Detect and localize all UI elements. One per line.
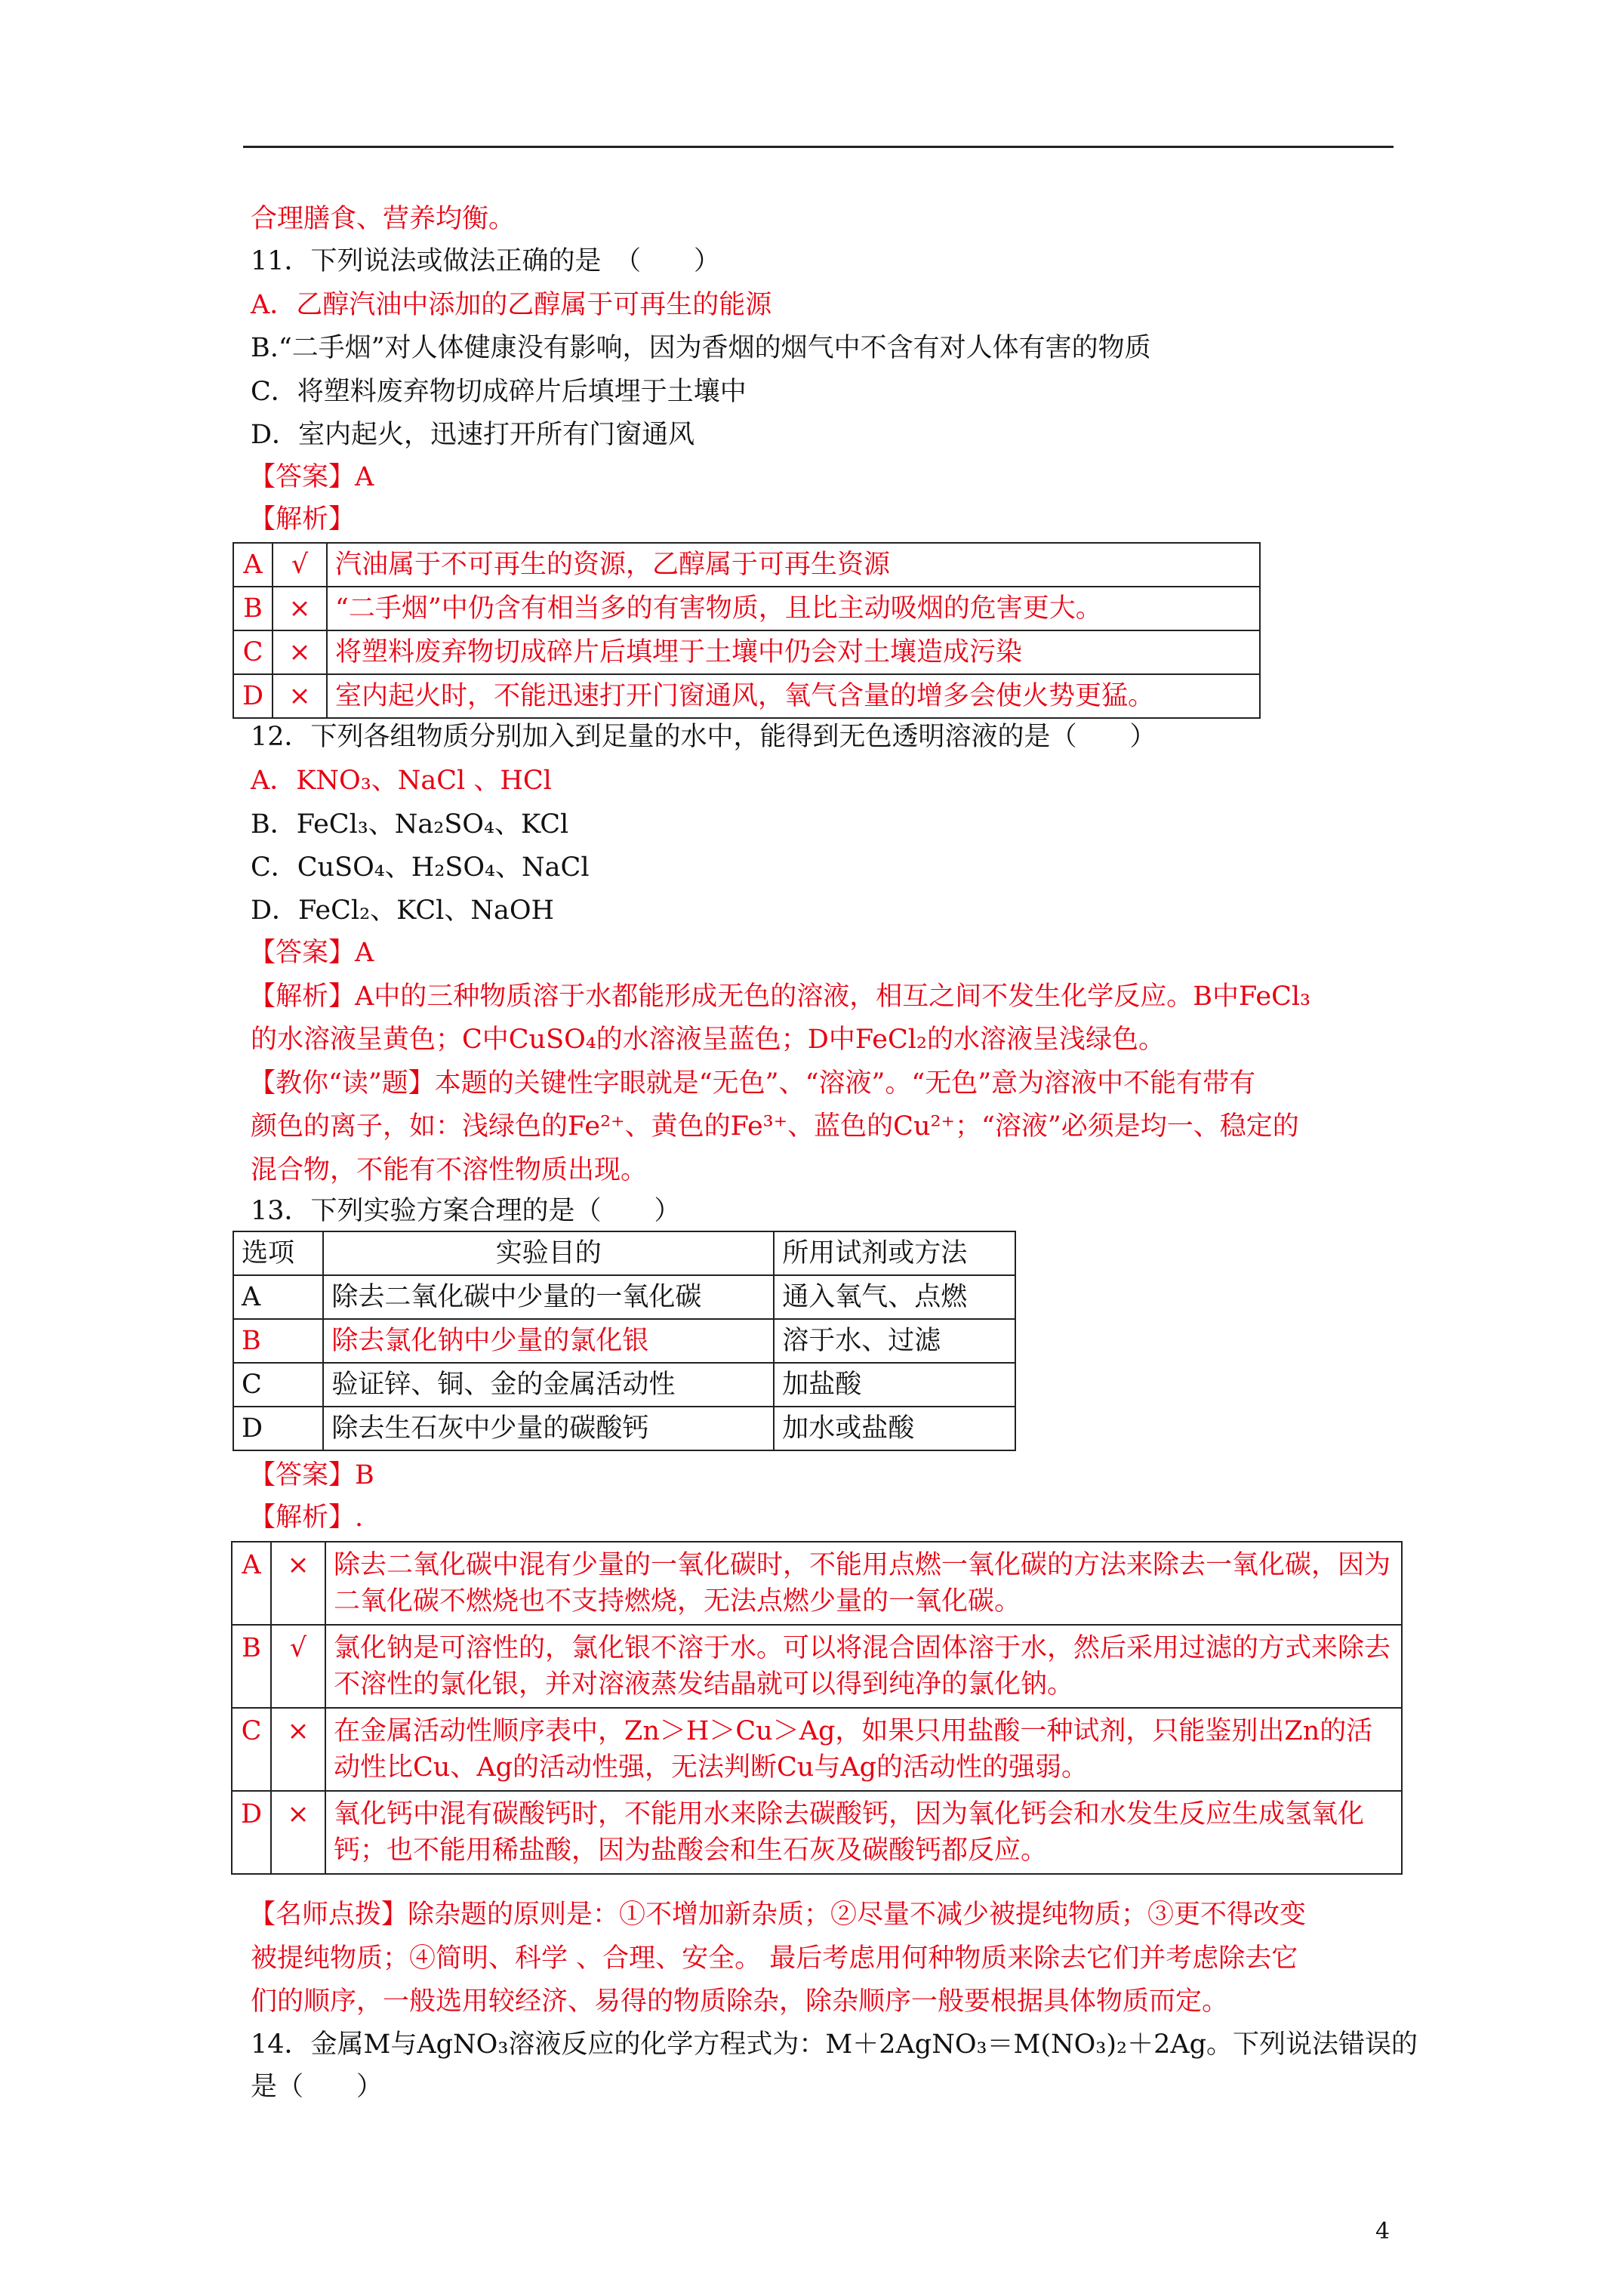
- table-row: [233, 630, 1260, 674]
- cell-goal: 除去二氧化碳中少量的一氧化碳: [323, 1275, 774, 1319]
- row-letter: D: [232, 1791, 271, 1874]
- cell-option: D: [233, 1407, 323, 1450]
- intro-line: 合理膳食、营养均衡。: [251, 204, 516, 234]
- q13-analysis-label: 【解析】.: [249, 1502, 364, 1533]
- q12-stem: 12．下列各组物质分别加入到足量的水中，能得到无色透明溶液的是（ ）: [251, 722, 1156, 752]
- check-mark: √: [273, 543, 327, 587]
- row-text: 汽油属于不可再生的资源，乙醇属于可再生资源: [327, 543, 1260, 587]
- cell-method: 加水或盐酸: [774, 1407, 1015, 1450]
- q11-analysis-table: [233, 542, 1261, 719]
- q14-stem-line-1: 14．金属M与AgNO₃溶液反应的化学方程式为：M＋2AgNO₃＝M(NO₃)₂＋2Ag。下列说法错误的: [251, 2029, 1418, 2060]
- cell-goal: 验证锌、铜、金的金属活动性: [323, 1363, 774, 1407]
- row-text: 在金属活动性顺序表中，Zn＞H＞Cu＞Ag，如果只用盐酸一种试剂，只能鉴别出Zn的活动性比Cu、Ag的活动性强，无法判断Cu与Ag的活动性的强弱。: [325, 1708, 1402, 1791]
- q12-option-a: A．KNO₃、NaCl 、HCl: [251, 766, 552, 796]
- cell-option: C: [233, 1363, 323, 1407]
- cell-option: A: [233, 1275, 323, 1319]
- table-row: [233, 674, 1260, 718]
- q13-teacher-line-2: 被提纯物质；④简明、科学 、合理、安全。 最后考虑用何种物质来除去它们并考虑除去它: [251, 1943, 1298, 1974]
- q11-stem: 11．下列说法或做法正确的是 （ ）: [251, 246, 721, 276]
- q11-answer: 【答案】A: [249, 462, 374, 492]
- table-row: [233, 1319, 1015, 1363]
- q12-tip-line-2: 颜色的离子，如：浅绿色的Fe²⁺、黄色的Fe³⁺、蓝色的Cu²⁺；“溶液”必须是均一、稳定的: [251, 1111, 1299, 1142]
- q11-option-a: A．乙醇汽油中添加的乙醇属于可再生的能源: [251, 290, 772, 320]
- table-row: [232, 1791, 1402, 1874]
- q12-option-c: C．CuSO₄、H₂SO₄、NaCl: [251, 852, 590, 883]
- table-row: [233, 1363, 1015, 1407]
- q12-analysis-line-2: 的水溶液呈黄色；C中CuSO₄的水溶液呈蓝色；D中FeCl₂的水溶液呈浅绿色。: [251, 1025, 1165, 1055]
- row-letter: B: [233, 587, 273, 630]
- cross-mark: ×: [271, 1542, 325, 1625]
- q12-option-d: D．FeCl₂、KCl、NaOH: [251, 895, 555, 926]
- cell-option: B: [233, 1319, 323, 1363]
- cell-goal: 除去生石灰中少量的碳酸钙: [323, 1407, 774, 1450]
- row-text: 除去二氧化碳中混有少量的一氧化碳时，不能用点燃一氧化碳的方法来除去一氧化碳，因为二氧化碳不燃烧也不支持燃烧，无法点燃少量的一氧化碳。: [325, 1542, 1402, 1625]
- q13-stem: 13．下列实验方案合理的是（ ）: [251, 1196, 681, 1226]
- row-letter: D: [233, 674, 273, 718]
- row-letter: C: [232, 1708, 271, 1791]
- q11-option-c: C．将塑料废弃物切成碎片后填埋于土壤中: [251, 377, 747, 407]
- q13-options-table: [233, 1231, 1016, 1451]
- row-letter: A: [233, 543, 273, 587]
- q12-option-b: B．FeCl₃、Na₂SO₄、KCl: [251, 809, 569, 840]
- cross-mark: ×: [271, 1791, 325, 1874]
- q14-stem-line-2: 是（ ）: [251, 2072, 383, 2102]
- q11-option-b: B.“二手烟”对人体健康没有影响，因为香烟的烟气中不含有对人体有害的物质: [251, 333, 1151, 363]
- q11-analysis-label: 【解析】: [249, 504, 356, 535]
- table-row: [233, 1275, 1015, 1319]
- cross-mark: ×: [273, 674, 327, 718]
- cross-mark: ×: [273, 630, 327, 674]
- cell-method: 溶于水、过滤: [774, 1319, 1015, 1363]
- cross-mark: ×: [273, 587, 327, 630]
- q13-teacher-line-1: 【名师点拨】除杂题的原则是：①不增加新杂质；②尽量不减少被提纯物质；③更不得改变: [249, 1900, 1307, 1930]
- header-rule: [243, 146, 1394, 148]
- table-row: [232, 1708, 1402, 1791]
- q12-answer: 【答案】A: [249, 938, 374, 968]
- row-text: 氯化钠是可溶性的，氯化银不溶于水。可以将混合固体溶于水，然后采用过滤的方式来除去不溶性的氯化银，并对溶液蒸发结晶就可以得到纯净的氯化钠。: [325, 1625, 1402, 1708]
- cell-goal: 除去氯化钠中少量的氯化银: [323, 1319, 774, 1363]
- table-row: [233, 587, 1260, 630]
- cell-method: 通入氧气、点燃: [774, 1275, 1015, 1319]
- q12-tip-line-3: 混合物，不能有不溶性物质出现。: [251, 1155, 648, 1185]
- header-goal: 实验目的: [323, 1231, 774, 1275]
- q11-option-d: D．室内起火，迅速打开所有门窗通风: [251, 420, 695, 450]
- table-row: [233, 1407, 1015, 1450]
- row-text: “二手烟”中仍含有相当多的有害物质，且比主动吸烟的危害更大。: [327, 587, 1260, 630]
- q13-teacher-line-3: 们的顺序，一般选用较经济、易得的物质除杂，除杂顺序一般要根据具体物质而定。: [251, 1986, 1229, 2017]
- page-number: 4: [1375, 2218, 1390, 2245]
- row-letter: B: [232, 1625, 271, 1708]
- table-row: [232, 1542, 1402, 1625]
- header-method: 所用试剂或方法: [774, 1231, 1015, 1275]
- q12-tip-line-1: 【教你“读”题】本题的关键性字眼就是“无色”、“溶液”。“无色”意为溶液中不能有带有: [249, 1068, 1256, 1099]
- q13-analysis-table: [231, 1541, 1403, 1875]
- row-text: 氧化钙中混有碳酸钙时，不能用水来除去碳酸钙，因为氧化钙会和水发生反应生成氢氧化钙；也不能用稀盐酸，因为盐酸会和生石灰及碳酸钙都反应。: [325, 1791, 1402, 1874]
- cell-method: 加盐酸: [774, 1363, 1015, 1407]
- row-letter: C: [233, 630, 273, 674]
- cross-mark: ×: [271, 1708, 325, 1791]
- table-row: [232, 1625, 1402, 1708]
- q12-analysis-line-1: 【解析】A中的三种物质溶于水都能形成无色的溶液，相互之间不发生化学反应。B中FeCl₃: [249, 982, 1311, 1012]
- row-letter: A: [232, 1542, 271, 1625]
- check-mark: √: [271, 1625, 325, 1708]
- row-text: 室内起火时，不能迅速打开门窗通风，氧气含量的增多会使火势更猛。: [327, 674, 1260, 718]
- q13-answer: 【答案】B: [249, 1460, 374, 1490]
- table-row: [233, 543, 1260, 587]
- header-option: 选项: [233, 1231, 323, 1275]
- table-header-row: [233, 1231, 1015, 1275]
- row-text: 将塑料废弃物切成碎片后填埋于土壤中仍会对土壤造成污染: [327, 630, 1260, 674]
